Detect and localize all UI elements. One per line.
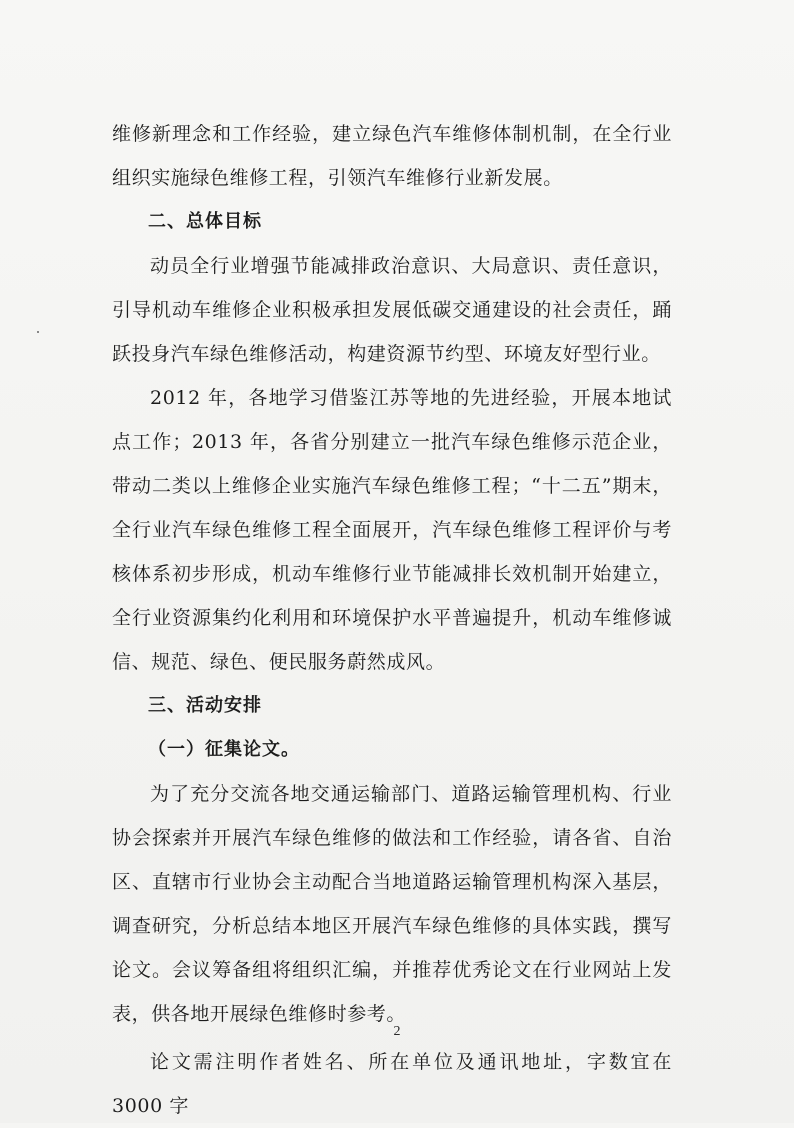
paragraph-goal-timeline: 2012 年，各地学习借鉴江苏等地的先进经验，开展本地试点工作；2013 年，各省分别建立一批汽车绿色维修示范企业，带动二类以上维修企业实施汽车绿色维修工程；“十二五”期末，全行业汽车绿色维修工程全面展开，汽车绿色维修工程评价与考核体系初步形成，机动车维修行业节能减排长效机制开始建立，全行业资源集约化利用和环境保护水平普遍提升，机动车维修诚信、规范、绿色、便民服务蔚然成风。 <box>112 387 672 673</box>
subsection-heading-call-for-papers: （一）征集论文。 <box>148 739 300 760</box>
paragraph-continuation: 维修新理念和工作经验，建立绿色汽车维修体制机制，在全行业组织实施绿色维修工程，引领汽车维修行业新发展。 <box>112 123 672 189</box>
scan-speck <box>37 331 39 333</box>
paragraph-goal-mobilize: 动员全行业增强节能减排政治意识、大局意识、责任意识，引导机动车维修企业积极承担发展低碳交通建设的社会责任，踊跃投身汽车绿色维修活动，构建资源节约型、环境友好型行业。 <box>112 255 672 365</box>
paragraph-call-for-papers: 为了充分交流各地交通运输部门、道路运输管理机构、行业协会探索并开展汽车绿色维修的做法和工作经验，请各省、自治区、直辖市行业协会主动配合当地道路运输管理机构深入基层，调查研究，分析总结本地区开展汽车绿色维修的具体实践，撰写论文。会议筹备组将组织汇编，并推荐优秀论文在行业网站上发表，供各地开展绿色维修时参考。 <box>112 783 672 1025</box>
section-heading-overall-goals: 二、总体目标 <box>148 211 262 232</box>
body-text <box>112 112 672 1128</box>
section-heading-activity-arrangements: 三、活动安排 <box>148 695 262 716</box>
page-number: 2 <box>393 1024 401 1039</box>
paragraph-paper-requirements: 论文需注明作者姓名、所在单位及通讯地址，字数宜在 3000 字 <box>112 1051 672 1117</box>
